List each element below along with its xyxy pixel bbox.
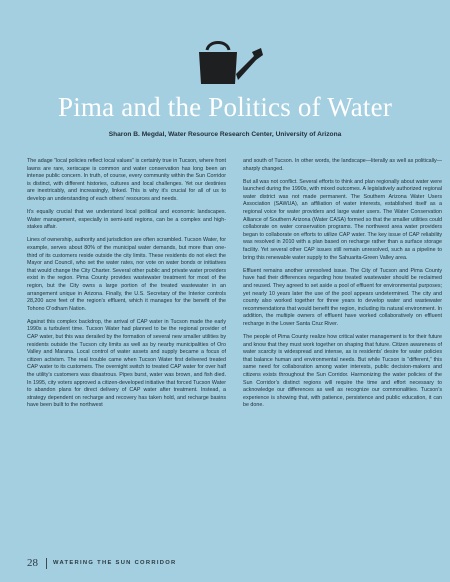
right-column bbox=[243, 158, 442, 415]
paragraph: and south of Tucson. In other words, the landscape—literally as well as politically—sharply changed. bbox=[243, 158, 442, 172]
paragraph: Against this complex backdrop, the arrival of CAP water in Tucson made the early 1990s a turbulent time. Tucson Water had planned to be the regional provider of CAP water, but this was derailed by the formation of several new smaller utilities by residents outside the Tucson city limits as well as by nearby municipalities of Oro Valley and Marana. Local control of water assets and supply became a focus of citizen activism. The real trouble came when Tucson Water first delivered treated CAP water to its customers. The overnight switch to treated CAP water for over half the utility’s customers was disastrous. Pipes burst, water was brown, and fish died. In 1995, city voters approved a citizen-developed initiative that forced Tucson Water to abandon plans for direct delivery of CAP water after treatment. Instead, a strategy dependent on recharge and recovery has taken hold, and recharge basins have been built to the northwest bbox=[27, 318, 226, 409]
watering-can-icon bbox=[190, 40, 264, 88]
page-number: 28 bbox=[27, 557, 38, 569]
page-footer bbox=[27, 556, 177, 570]
section-label: WATERING THE SUN CORRIDOR bbox=[53, 560, 177, 566]
paragraph: The adage “local policies reflect local values” is certainly true in Tucson, where front lawns are rare, xeriscape is common and water conservation has long been an intense public concern. In truth, of course, every community within the Sun Corridor is distinct, with different histories, cultures and local challenges. Yet our destinies are inextricably, and increasingly, linked. This is why it’s crucial for all of us to develop an understanding of each others’ resources and needs. bbox=[27, 158, 226, 202]
left-column bbox=[27, 158, 226, 415]
footer-divider bbox=[46, 558, 47, 569]
page-title: Pima and the Politics of Water bbox=[57, 92, 393, 122]
paragraph: Effluent remains another unresolved issue. The City of Tucson and Pima County have had their differences regarding how treated wastewater should be reclaimed and reused. They agreed to set aside a pool of effluent for environmental purposes; yet nearly 10 years later the use of the pool appears undetermined. The city and county also worked together for three years to develop water and wastewater recommendations that would benefit the region, including its natural environment. In addition, the multiple owners of effluent have worked collaboratively on effluent recharge in the Lower Santa Cruz River. bbox=[243, 267, 442, 327]
paragraph: It’s equally crucial that we understand local political and economic landscapes. Water management, especially in semi-arid regions, can be a complex and high-stakes affair. bbox=[27, 209, 226, 231]
paragraph: But all was not conflict. Several efforts to think and plan regionally about water were launched during the 1990s, with mixed outcomes. A legislatively authorized regional water district was not made permanent. The Southern Arizona Water Users Association (SAWUA), an affiliation of water interests, established itself as a regional voice for water providers and large water users. The Water Conservation Alliance of Southern Arizona (Water CASA) formed so that the smaller utilities could collaborate on water conservation programs. The northwest area water providers began to collaborate on efforts to utilize CAP water. The key issue of CAP reliability was resolved in 2010 with a plan based on recharge rather than a surface storage facility. Yet several other CAP issues still remain unresolved, such as a pipeline to bring this renewable water supply to the Sahuarita-Green Valley area. bbox=[243, 178, 442, 261]
paragraph: Lines of ownership, authority and jurisdiction are often scrambled. Tucson Water, for example, serves about 80% of the municipal water demands, but more than one-third of its customers reside outside the city limits. These residents do not elect the Mayor and Council, who set the water rates, nor vote on water bonds or initiatives that would change the City Charter. Several other public and private water providers exist in the region. Pima County provides wastewater treatment for most of the region, but the City owns a large portion of the treated wastewater in an arrangement unique in Arizona. Finally, the U.S. Secretary of the Interior controls 28,200 acre feet of the region’s effluent, which it manages for the benefit of the Tohono O’odham Nation. bbox=[27, 237, 226, 312]
author-byline: Sharon B. Megdal, Water Resource Research Center, University of Arizona bbox=[108, 131, 342, 138]
paragraph: The people of Pima County realize how critical water management is for their future and know that they must work together on shaping that future. Citizen awareness of water scarcity is widespread and intense, as is residents’ desire for water policies that balance human and environmental needs. But while Tucson is “different,” this same need for collaboration among water interests, public decision-makers and citizens exists throughout the Sun Corridor. Harmonizing the water policies of the Sun Corridor’s distinct regions will require the time and effort necessary to acknowledge our differences as well as recognize our commonalities. Tucson’s experience is showing that, with patience, persistence and public education, it can be done. bbox=[243, 333, 442, 409]
